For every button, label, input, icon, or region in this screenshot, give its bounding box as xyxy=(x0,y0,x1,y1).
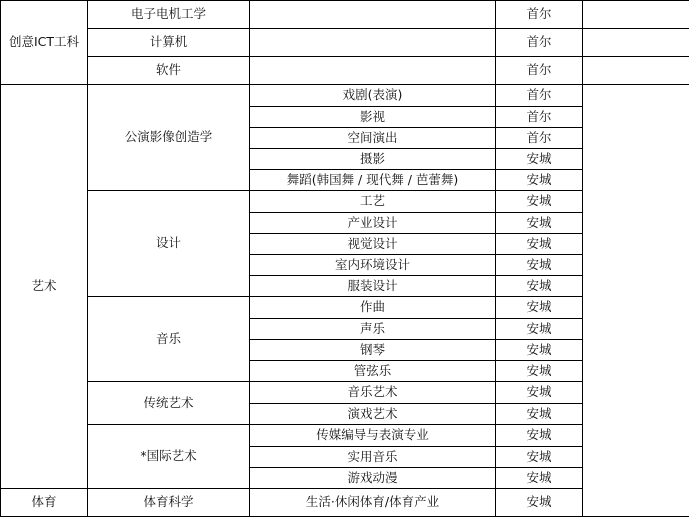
major-cell: 管弦乐 xyxy=(250,361,496,382)
note-cell xyxy=(583,1,689,29)
campus-cell: 安城 xyxy=(496,489,583,517)
department-cell: 传统艺术 xyxy=(88,382,250,425)
note-cell xyxy=(583,85,689,517)
campus-cell: 安城 xyxy=(496,319,583,340)
campus-cell: 安城 xyxy=(496,447,583,468)
department-cell: 体育科学 xyxy=(88,489,250,517)
major-cell: 钢琴 xyxy=(250,340,496,361)
campus-cell: 首尔 xyxy=(496,128,583,149)
note-cell xyxy=(583,29,689,57)
campus-cell: 安城 xyxy=(496,468,583,489)
campus-cell: 安城 xyxy=(496,213,583,234)
campus-cell: 首尔 xyxy=(496,1,583,29)
major-cell: 工艺 xyxy=(250,191,496,213)
major-cell: 传媒编导与表演专业 xyxy=(250,425,496,447)
table-row xyxy=(1,85,689,107)
campus-cell: 安城 xyxy=(496,361,583,382)
major-cell: 作曲 xyxy=(250,297,496,319)
department-cell: *国际艺术 xyxy=(88,425,250,489)
campus-cell: 安城 xyxy=(496,425,583,447)
major-cell: 视觉设计 xyxy=(250,234,496,255)
note-cell xyxy=(583,57,689,85)
campus-cell: 安城 xyxy=(496,255,583,276)
department-cell: 公演影像创造学 xyxy=(88,85,250,191)
campus-cell: 安城 xyxy=(496,297,583,319)
major-cell: 游戏动漫 xyxy=(250,468,496,489)
major-cell: 音乐艺术 xyxy=(250,382,496,404)
department-cell: 计算机 xyxy=(88,29,250,57)
campus-cell: 安城 xyxy=(496,234,583,255)
major-cell: 影视 xyxy=(250,107,496,128)
campus-cell: 安城 xyxy=(496,170,583,191)
major-cell xyxy=(250,29,496,57)
department-cell: 设计 xyxy=(88,191,250,297)
department-cell: 电子电机工学 xyxy=(88,1,250,29)
campus-cell: 安城 xyxy=(496,340,583,361)
campus-cell: 首尔 xyxy=(496,57,583,85)
campus-cell: 安城 xyxy=(496,149,583,170)
major-cell: 产业设计 xyxy=(250,213,496,234)
campus-cell: 首尔 xyxy=(496,29,583,57)
department-cell: 软件 xyxy=(88,57,250,85)
table-row xyxy=(1,57,689,85)
campus-cell: 安城 xyxy=(496,191,583,213)
campus-cell: 安城 xyxy=(496,276,583,297)
college-cell: 艺术 xyxy=(1,85,88,489)
campus-cell: 首尔 xyxy=(496,85,583,107)
department-cell: 音乐 xyxy=(88,297,250,382)
major-cell: 舞蹈(韩国舞 / 现代舞 / 芭蕾舞) xyxy=(250,170,496,191)
table-row xyxy=(1,29,689,57)
major-cell: 空间演出 xyxy=(250,128,496,149)
major-cell: 戏剧(表演) xyxy=(250,85,496,107)
major-cell: 服装设计 xyxy=(250,276,496,297)
college-cell: 创意ICT工科 xyxy=(1,1,88,85)
college-cell: 体育 xyxy=(1,489,88,517)
major-cell: 生活·休闲体育/体育产业 xyxy=(250,489,496,517)
major-cell: 声乐 xyxy=(250,319,496,340)
major-cell xyxy=(250,1,496,29)
major-cell: 演戏艺术 xyxy=(250,404,496,425)
campus-cell: 安城 xyxy=(496,382,583,404)
table-row xyxy=(1,1,689,29)
campus-cell: 首尔 xyxy=(496,107,583,128)
major-cell xyxy=(250,57,496,85)
major-cell: 摄影 xyxy=(250,149,496,170)
campus-cell: 安城 xyxy=(496,404,583,425)
major-cell: 实用音乐 xyxy=(250,447,496,468)
major-cell: 室内环境设计 xyxy=(250,255,496,276)
